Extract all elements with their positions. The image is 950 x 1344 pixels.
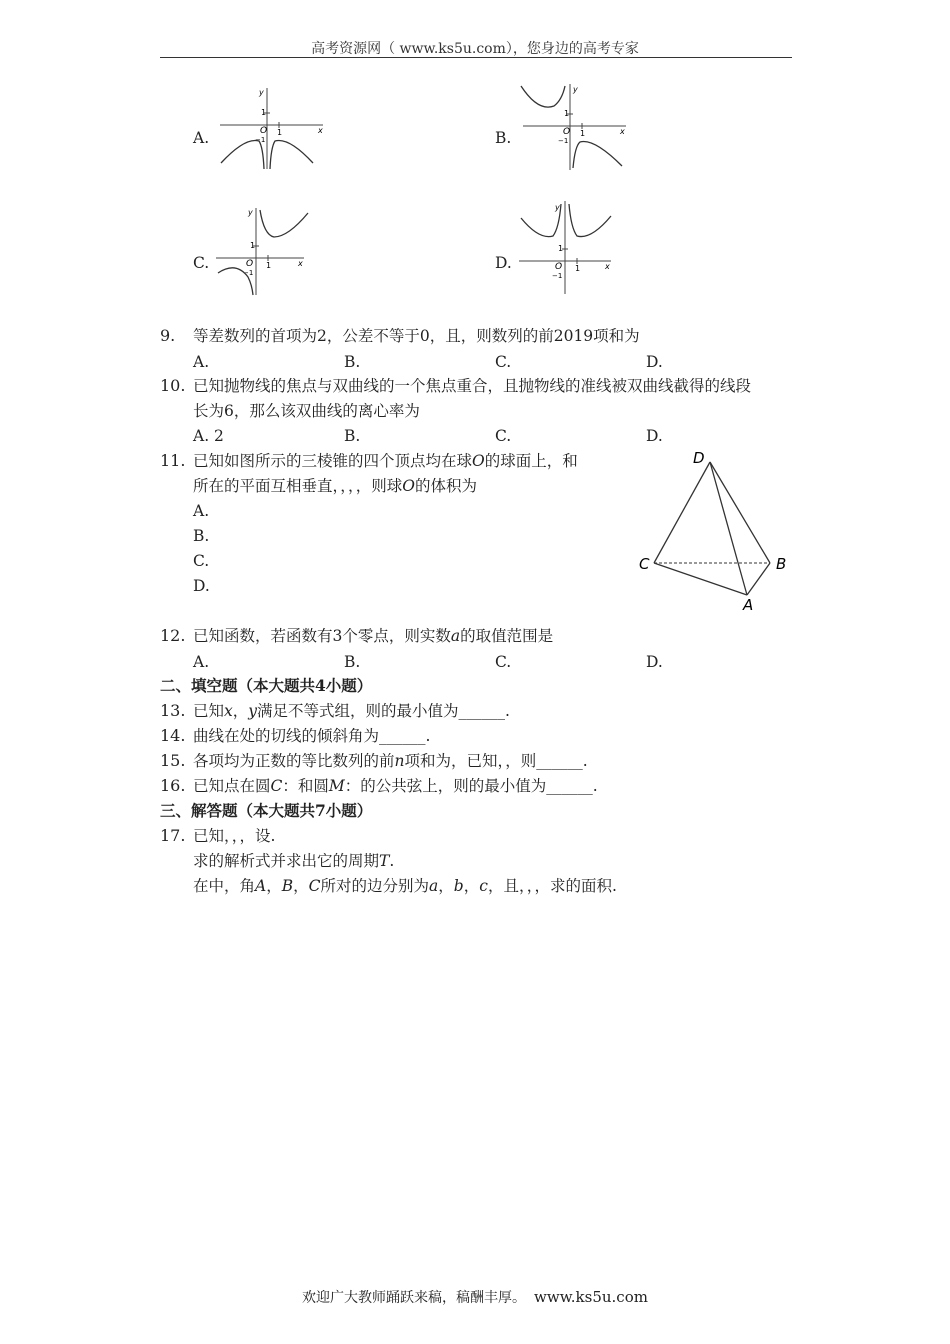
axis-y-label: y <box>259 88 264 97</box>
q10-option-b: B. <box>344 427 361 445</box>
page-header: 高考资源网（ www.ks5u.com），您身边的高考专家 <box>311 41 639 57</box>
vertex-b-label: B <box>776 555 787 573</box>
axis-neg-one-label: −1 <box>558 137 569 145</box>
q10-stem-line1: 已知抛物线的焦点与双曲线的一个焦点重合，且抛物线的准线被双曲线截得的线段 <box>193 377 752 395</box>
axis-one-label: 1 <box>250 241 256 250</box>
axis-y-label: y <box>248 208 253 217</box>
q10-stem-line2: 长为6，那么该双曲线的离心率为 <box>193 402 420 420</box>
axis-x-label: x <box>318 126 323 135</box>
q12-number: 12. <box>160 626 186 645</box>
q11-stem-line1: 已知如图所示的三棱锥的四个顶点均在球O的球面上，和 <box>193 452 578 470</box>
axis-y-label: y <box>573 85 578 94</box>
q14-stem: 曲线在处的切线的倾斜角为______. <box>193 727 431 745</box>
q10-number: 10. <box>160 376 186 395</box>
q9-option-d: D. <box>646 353 663 371</box>
q15-stem: 各项均为正数的等比数列的前n项和为，已知，，则______. <box>193 752 588 770</box>
graph-option-d <box>515 198 615 296</box>
vertex-a-label: A <box>743 596 754 614</box>
q13-number: 13. <box>160 701 186 720</box>
q16-number: 16. <box>160 776 186 795</box>
q12-option-b: B. <box>344 653 361 671</box>
axis-origin-label: O <box>555 262 563 272</box>
axis-one-x-label: 1 <box>580 129 586 138</box>
section-fill-in-title: 二、填空题（本大题共4小题） <box>160 676 373 695</box>
axis-one-label: 1 <box>261 108 267 117</box>
q13-stem: 已知x，y满足不等式组，则的最小值为______. <box>193 702 510 720</box>
q17-part1: 求的解析式并求出它的周期T. <box>193 852 395 870</box>
q9-number: 9. <box>160 326 176 345</box>
q11-option-c: C. <box>193 552 210 570</box>
q12-stem: 已知函数，若函数有3个零点，则实数a的取值范围是 <box>193 627 554 645</box>
q12-option-a: A. <box>193 653 210 671</box>
q11-option-d: D. <box>193 577 210 595</box>
axis-x-label: x <box>620 127 625 136</box>
graph-option-b-label: B. <box>495 129 512 147</box>
graph-option-a-label: A. <box>193 129 210 147</box>
axis-one-x-label: 1 <box>575 264 581 273</box>
axis-neg-one-label: −1 <box>552 272 563 280</box>
footer-text: 欢迎广大教师踊跃来稿，稿酬丰厚。 <box>302 1290 527 1306</box>
graph-option-d-label: D. <box>495 254 512 272</box>
q17-part2: 在中，角A，B，C所对的边分别为a，b，c，且，，，求的面积. <box>193 877 617 895</box>
vertex-d-label: D <box>693 449 705 467</box>
axis-origin-label: O <box>260 126 268 136</box>
section-solution-title: 三、解答题（本大题共7小题） <box>160 801 373 820</box>
footer-url[interactable]: www.ks5u.com <box>534 1288 648 1306</box>
q11-option-b: B. <box>193 527 210 545</box>
axis-origin-label: O <box>563 127 571 137</box>
graph-option-c <box>212 205 312 297</box>
vertex-c-label: C <box>639 555 650 573</box>
axis-neg-one-label: −1 <box>255 136 266 144</box>
q10-option-a: A. 2 <box>193 427 224 445</box>
q12-option-c: C. <box>495 653 512 671</box>
axis-origin-label: O <box>246 259 254 269</box>
q9-option-b: B. <box>344 353 361 371</box>
q14-number: 14. <box>160 726 186 745</box>
q11-number: 11. <box>160 451 186 470</box>
tetrahedron-figure <box>630 445 795 615</box>
q17-number: 17. <box>160 826 186 845</box>
axis-one-x-label: 1 <box>277 128 283 137</box>
axis-x-label: x <box>298 259 303 268</box>
q17-stem-line1: 已知，，，设. <box>193 827 276 845</box>
q9-option-c: C. <box>495 353 512 371</box>
q11-stem-line2: 所在的平面互相垂直，，，，则球O的体积为 <box>193 477 477 495</box>
axis-neg-one-label: −1 <box>243 269 254 277</box>
q11-option-a: A. <box>193 502 210 520</box>
axis-one-label: 1 <box>558 244 564 253</box>
q16-stem: 已知点在圆C：和圆M：的公共弦上，则的最小值为______. <box>193 777 598 795</box>
graph-option-b <box>518 80 630 172</box>
header-divider <box>160 57 792 58</box>
graph-option-c-label: C. <box>193 254 210 272</box>
q10-option-d: D. <box>646 427 663 445</box>
axis-x-label: x <box>605 262 610 271</box>
q12-option-d: D. <box>646 653 663 671</box>
axis-y-label: y <box>555 203 560 212</box>
q10-option-c: C. <box>495 427 512 445</box>
q9-option-a: A. <box>193 353 210 371</box>
axis-one-label: 1 <box>564 109 570 118</box>
page-footer <box>0 1287 950 1307</box>
graph-option-a <box>215 85 325 170</box>
q9-stem: 等差数列的首项为2，公差不等于0，且，则数列的前2019项和为 <box>193 327 640 345</box>
axis-one-x-label: 1 <box>266 261 272 270</box>
q15-number: 15. <box>160 751 186 770</box>
